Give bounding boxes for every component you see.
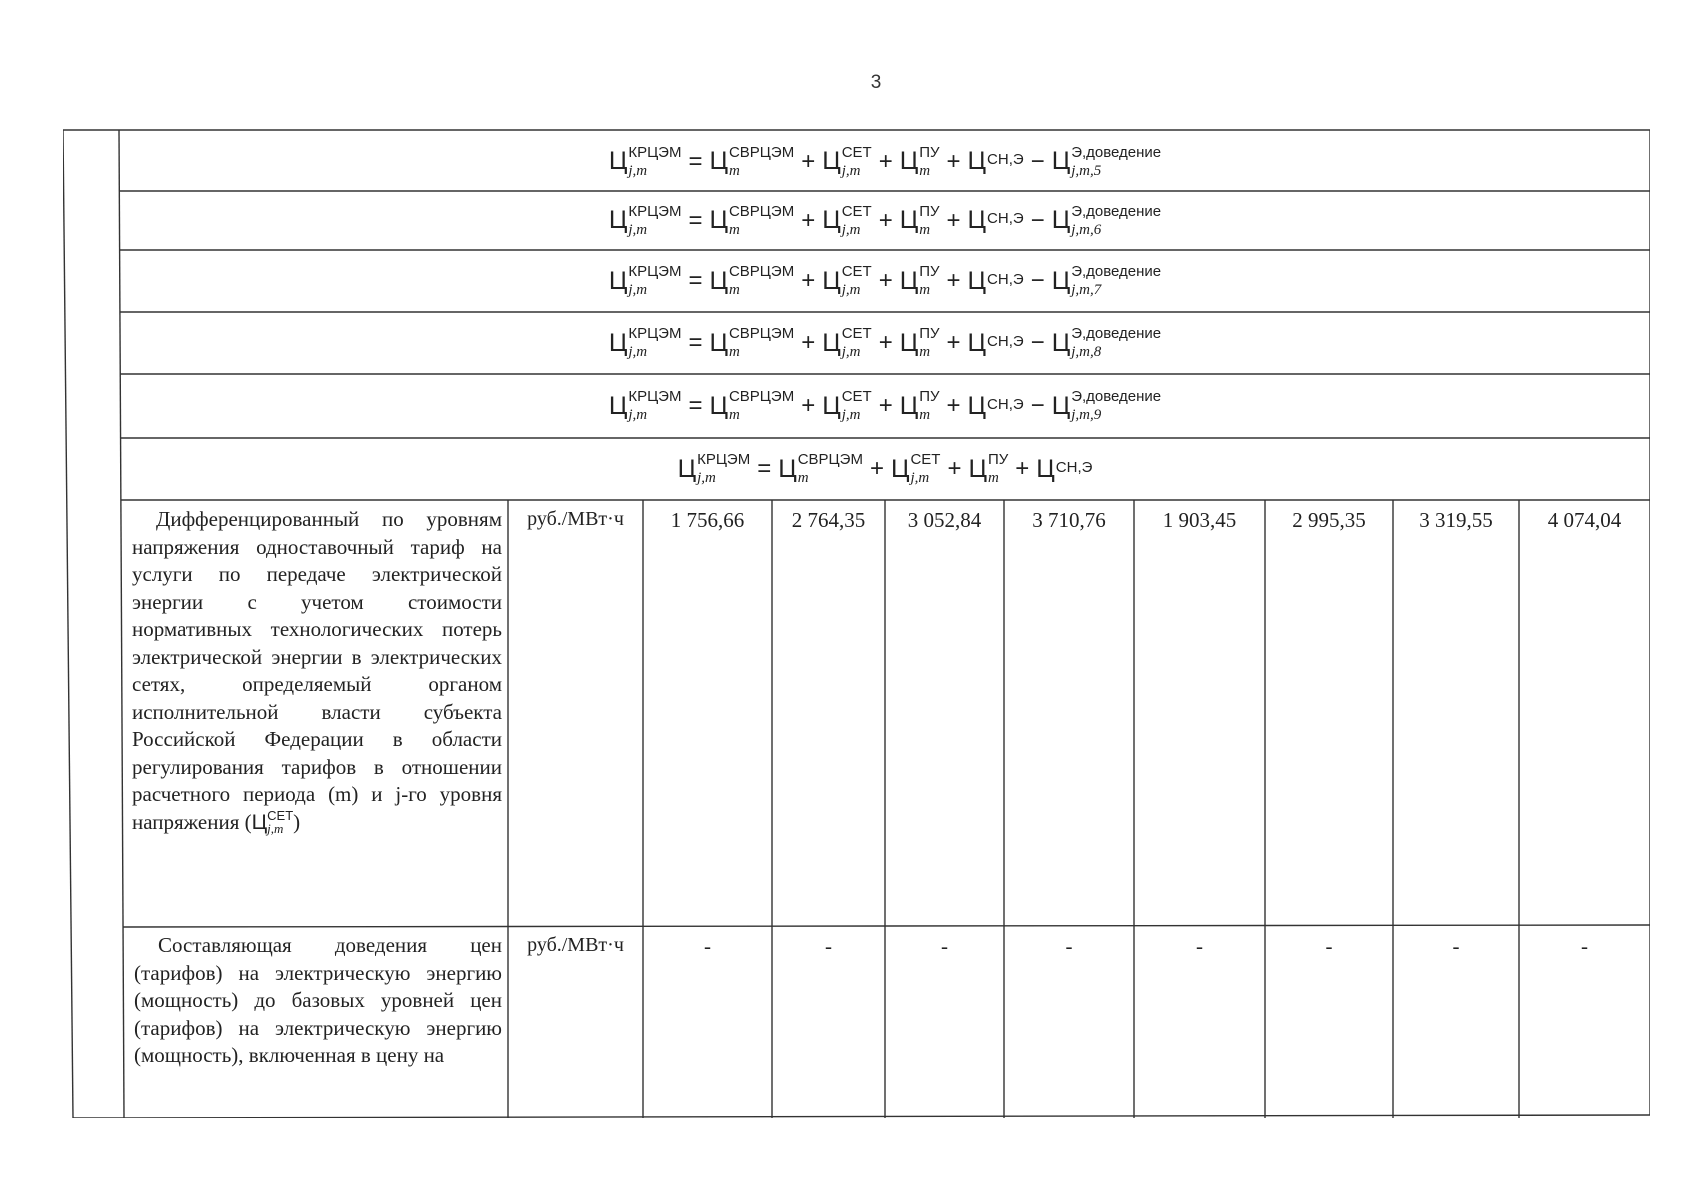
symbol-base: Ц (709, 391, 728, 420)
symbol-base: Ц (608, 266, 628, 295)
symbol-superscript: Э,доведение (1071, 143, 1162, 161)
formula-lhs-symbol (608, 325, 682, 360)
symbol-subscript: m (728, 344, 740, 360)
symbol-superscript: ПУ (919, 388, 940, 405)
symbol-superscript: СН,Э (987, 270, 1024, 288)
symbol-base: Ц (822, 147, 841, 175)
formula-operator: = (688, 147, 703, 175)
symbol-subscript: j,m (841, 162, 861, 179)
symbol-superscript: СЕТ (841, 202, 872, 220)
symbol-subscript: j,m,7 (1071, 282, 1102, 298)
formula-operator: − (1030, 329, 1045, 356)
symbol-superscript: СЕТ (841, 325, 872, 342)
symbol-base: Ц (899, 328, 919, 357)
formula-lhs-symbol (608, 202, 682, 238)
formula-operator: = (688, 267, 703, 294)
formula-operator: + (946, 206, 961, 234)
symbol-subscript: m (919, 407, 931, 423)
formula-term-symbol (822, 143, 872, 179)
symbol-superscript: КРЦЭМ (628, 325, 682, 342)
formula-term-symbol (1051, 202, 1162, 238)
symbol-base: Ц (967, 328, 987, 357)
formula-term-symbol (822, 202, 872, 238)
symbol-superscript: СВРЦЭМ (728, 388, 795, 405)
symbol-superscript: СВРЦЭМ (728, 202, 795, 220)
symbol-subscript: j,m (841, 221, 861, 238)
symbol-base: Ц (890, 454, 910, 483)
symbol-superscript: СН,Э (987, 395, 1024, 413)
symbol-subscript: j,m (910, 470, 930, 486)
symbol-subscript: j,m (841, 407, 861, 423)
table-cell: - (825, 934, 832, 958)
symbol-base: Ц (709, 206, 728, 234)
formula-term-symbol (709, 388, 795, 423)
symbol-base: Ц (822, 266, 841, 295)
formula-operator: + (1015, 455, 1030, 482)
formula-term-symbol (968, 206, 1024, 235)
formula-term-symbol (968, 392, 1024, 421)
formula-term-symbol (899, 202, 940, 238)
formula-operator: − (1030, 267, 1045, 294)
formula-row (121, 312, 1649, 374)
formula-operator: + (946, 267, 961, 294)
symbol-superscript: КРЦЭМ (628, 388, 682, 405)
formula-term-symbol (822, 388, 872, 423)
symbol-subscript: j,m,8 (1071, 344, 1102, 360)
symbol-base: Ц (608, 391, 628, 420)
symbol-base: Ц (899, 147, 919, 175)
table-cell: 2 764,35 (791, 508, 866, 532)
symbol-subscript: j,m,9 (1071, 407, 1102, 423)
symbol-base: Ц (822, 328, 841, 357)
table-cell: 3 319,55 (1419, 508, 1493, 532)
formula-term-symbol (968, 329, 1024, 358)
formula-operator: + (801, 392, 816, 419)
symbol-subscript: m (728, 221, 740, 238)
symbol-base: Ц (608, 206, 628, 234)
formula-operator: + (801, 206, 816, 234)
symbol-base: Ц (1051, 391, 1071, 420)
formula-operator: − (1030, 392, 1045, 419)
formula-term-symbol (1051, 143, 1162, 179)
formula-term-symbol (709, 263, 795, 298)
symbol-base: Ц (608, 147, 628, 175)
formula-term-symbol (968, 267, 1024, 296)
symbol-subscript: m (919, 221, 931, 238)
table-cell: - (704, 934, 711, 958)
table-cell: 1 903,45 (1162, 508, 1237, 532)
symbol-base: Ц (968, 454, 987, 483)
table-cell: - (1325, 934, 1333, 958)
symbol-subscript: j,m (628, 282, 648, 298)
formula-term-symbol (709, 143, 795, 179)
formula-row (121, 374, 1649, 438)
formula-lhs-symbol (608, 263, 682, 298)
formula-row (121, 132, 1649, 191)
formula-operator: + (878, 206, 893, 234)
formula-operator: + (878, 147, 893, 175)
symbol-superscript: СЕТ (841, 263, 872, 280)
symbol-superscript: КРЦЭМ (628, 202, 682, 220)
symbol-base: Ц (967, 391, 987, 420)
table-cell: 1 756,66 (670, 508, 745, 532)
formula-term-symbol (709, 202, 795, 238)
symbol-superscript: ПУ (919, 202, 940, 220)
formula-lhs-symbol (608, 143, 682, 179)
formula-operator: = (688, 329, 703, 356)
symbol-base: Ц (822, 206, 841, 234)
symbol-base: Ц (1036, 454, 1055, 483)
symbol-subscript: m (728, 162, 740, 179)
symbol-subscript: j,m,6 (1071, 221, 1102, 238)
page-number: 3 (870, 72, 882, 93)
formula-operator: = (688, 392, 703, 419)
formula-term-symbol (822, 263, 872, 298)
symbol-superscript: КРЦЭМ (697, 451, 751, 468)
symbol-subscript: m (919, 344, 931, 360)
symbol-base: Ц (967, 147, 987, 175)
formula-operator: − (1030, 206, 1045, 234)
formula-term-symbol (899, 388, 940, 423)
formula-term-symbol (899, 263, 940, 298)
symbol-subscript: j,m (841, 282, 861, 298)
symbol-superscript: ПУ (987, 451, 1009, 468)
formula-term-symbol (890, 451, 941, 486)
formula-lhs-symbol (608, 388, 682, 423)
symbol-subscript: j,m (628, 344, 648, 360)
symbol-subscript: m (919, 282, 931, 298)
symbol-base: Ц (967, 266, 987, 295)
formula-operator: + (878, 392, 893, 419)
symbol-subscript: m (987, 470, 999, 486)
table-cell: - (1452, 934, 1460, 958)
table-cell: 2 995,35 (1292, 508, 1366, 532)
symbol-superscript: СВРЦЭМ (728, 263, 795, 280)
symbol-base: Ц (677, 454, 697, 483)
table-cell: - (1581, 934, 1588, 958)
symbol-base: Ц (709, 328, 728, 357)
symbol-base: Ц (899, 391, 919, 420)
symbol-superscript: Э,доведение (1071, 263, 1162, 280)
symbol-base: Ц (899, 206, 919, 234)
symbol-superscript: КРЦЭМ (628, 143, 682, 161)
formula-operator: + (801, 329, 816, 356)
formula-term-symbol (968, 147, 1024, 176)
formula-term-symbol (1051, 263, 1162, 298)
formula-term-symbol (709, 325, 795, 360)
formula-row (121, 191, 1649, 250)
formula-term-symbol (822, 325, 872, 360)
table-cell: 4 074,04 (1547, 508, 1622, 532)
symbol-superscript: СЕТ (910, 451, 941, 468)
row-unit: руб./МВт·ч (527, 934, 624, 956)
formula-term-symbol (899, 143, 940, 179)
formula-operator: + (801, 267, 816, 294)
symbol-base: Ц (608, 328, 628, 357)
symbol-base: Ц (1051, 147, 1071, 175)
formula-term-symbol (1051, 388, 1162, 423)
symbol-superscript: СВРЦЭМ (728, 325, 795, 342)
formula-row (121, 438, 1649, 500)
table-cell: 3 710,76 (1032, 508, 1106, 532)
symbol-subscript: j,m (628, 221, 648, 238)
symbol-subscript: m (728, 407, 740, 423)
formula-operator: + (801, 147, 816, 175)
formula-operator: + (878, 329, 893, 356)
formula-operator: + (869, 455, 884, 482)
symbol-base: Ц (822, 391, 841, 420)
symbol-base: Ц (709, 147, 728, 175)
symbol-superscript: СЕТ (841, 143, 872, 161)
symbol-subscript: m (797, 470, 809, 486)
formula-operator: + (878, 267, 893, 294)
table-cell: 3 052,84 (907, 508, 982, 532)
symbol-base: Ц (1051, 266, 1071, 295)
row-description: Дифференцированный по уровням напряжения одноставочный тариф на услуги по передаче электрической энергии с учетом стоимости нормативных технологических потерь электрической энергии в электрических сетях, определяемый органом исполнительной власти субъекта Российской Федерации в области регулирования тарифов в отношении расчетного периода (m) и j-го уровня напряжения ( Ц СЕТ j,m ) (132, 507, 502, 837)
symbol-superscript: СН,Э (987, 151, 1024, 168)
symbol-superscript: ПУ (919, 263, 940, 280)
formula-operator: + (946, 147, 961, 175)
symbol-subscript: j,m (628, 162, 648, 179)
symbol-superscript: Э,доведение (1071, 202, 1162, 220)
symbol-superscript: ПУ (919, 325, 940, 342)
symbol-superscript: СН,Э (1055, 458, 1093, 476)
formula-term-symbol (968, 451, 1009, 486)
symbol-superscript: ПУ (919, 143, 940, 161)
tariff-symbol: Ц СЕТ j,m (251, 808, 294, 837)
formula-operator: = (757, 455, 772, 482)
symbol-superscript: СН,Э (987, 210, 1024, 227)
symbol-base: Ц (899, 266, 919, 295)
row-unit: руб./МВт·ч (527, 508, 624, 530)
symbol-base: Ц (709, 266, 728, 295)
table-cell: - (1196, 934, 1203, 958)
symbol-subscript: j,m (841, 344, 861, 360)
symbol-superscript: Э,доведение (1071, 388, 1162, 405)
formula-operator: + (947, 455, 962, 482)
formula-operator: − (1030, 147, 1045, 175)
table-cell: - (941, 934, 948, 958)
formula-lhs-symbol (677, 451, 751, 486)
symbol-base: Ц (778, 454, 797, 483)
symbol-superscript: СВРЦЭМ (728, 143, 795, 161)
symbol-subscript: j,m (697, 470, 716, 486)
symbol-base: Ц (1051, 328, 1071, 357)
formula-term-symbol (1036, 455, 1092, 484)
symbol-superscript: СЕТ (841, 388, 872, 405)
symbol-superscript: СН,Э (987, 332, 1024, 350)
formula-term-symbol (1051, 325, 1162, 360)
symbol-subscript: j,m,5 (1071, 162, 1102, 179)
symbol-base: Ц (1051, 206, 1071, 234)
formula-operator: = (688, 206, 703, 234)
table-cell: - (1065, 934, 1073, 958)
symbol-superscript: Э,доведение (1071, 325, 1162, 342)
symbol-subscript: m (919, 162, 931, 179)
row-description: Составляющая доведения цен (тарифов) на электрическую энергию (мощность) до базовых уровней цен (тарифов) на электрическую энергию (мощность), включенная в цену на (134, 933, 502, 1067)
symbol-superscript: КРЦЭМ (628, 263, 682, 280)
symbol-superscript: СВРЦЭМ (797, 451, 863, 468)
formula-term-symbol (778, 451, 863, 486)
formula-operator: + (946, 392, 961, 419)
formula-operator: + (946, 329, 961, 356)
tariff-table (63, 128, 1650, 1118)
symbol-subscript: m (728, 282, 740, 298)
symbol-base: Ц (967, 206, 987, 234)
symbol-subscript: j,m (628, 407, 648, 423)
formula-row (121, 250, 1649, 312)
formula-term-symbol (899, 325, 940, 360)
